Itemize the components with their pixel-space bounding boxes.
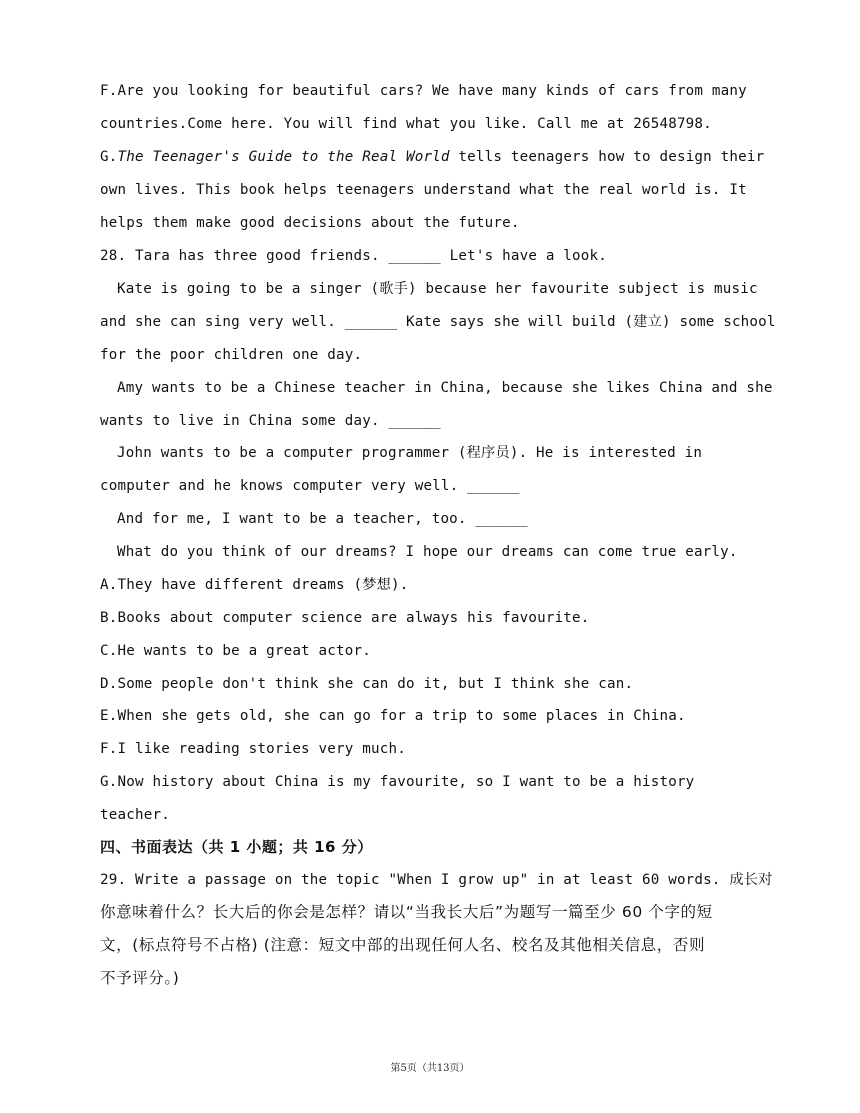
section-heading: 四、书面表达（共 1 小题；共 16 分） xyxy=(100,838,373,856)
paragraph-kate: Kate is going to be a singer (歌手) because her favourite subject is music xyxy=(117,281,758,297)
option-g: teacher. xyxy=(100,807,170,823)
option-c: C.He wants to be a great actor. xyxy=(100,643,371,659)
book-title: The Teenager's Guide to the Real World xyxy=(117,149,450,165)
question-29: 你意味着什么？长大后的你会是怎样？请以“当我长大后”为题写一篇至少 60 个字的短 xyxy=(100,903,713,921)
passage-f-line: countries.Come here. You will find what you like. Call me at 26548798. xyxy=(100,116,712,132)
passage-g-line xyxy=(100,147,764,167)
option-d: D.Some people don't think she can do it, but I think she can. xyxy=(100,676,634,692)
passage-f-line: F.Are you looking for beautiful cars? We have many kinds of cars from many xyxy=(100,83,747,99)
option-letter: G. xyxy=(100,149,118,165)
passage-g-line: own lives. This book helps teenagers understand what the real world is. It xyxy=(100,182,747,198)
paragraph-kate: and she can sing very well. ______ Kate says she will build (建立) some school xyxy=(100,314,776,330)
paragraph-john: John wants to be a computer programmer (程序员). He is interested in xyxy=(117,445,703,461)
option-g: G.Now history about China is my favourite, so I want to be a history xyxy=(100,774,695,790)
paragraph-amy: wants to live in China some day. ______ xyxy=(100,413,441,429)
paragraph-closing: What do you think of our dreams? I hope our dreams can come true early. xyxy=(117,544,738,560)
passage-text: tells teenagers how to design their xyxy=(449,149,765,165)
question-29: 29. Write a passage on the topic "When I grow up" in at least 60 words. 成长对 xyxy=(100,872,773,888)
option-f: F.I like reading stories very much. xyxy=(100,741,406,757)
paragraph-john: computer and he knows computer very well. ______ xyxy=(100,478,520,494)
option-a: A.They have different dreams (梦想). xyxy=(100,577,409,593)
page-number: 第5页（共13页） xyxy=(390,1063,470,1074)
paragraph-kate: for the poor children one day. xyxy=(100,347,363,363)
question-29: 文，(标点符号不占格) (注意：短文中部的出现任何人名、校名及其他相关信息，否则 xyxy=(100,936,706,954)
passage-g-line: helps them make good decisions about the future. xyxy=(100,215,520,231)
paragraph-amy: Amy wants to be a Chinese teacher in China, because she likes China and she xyxy=(117,380,773,396)
option-b: B.Books about computer science are always his favourite. xyxy=(100,610,590,626)
question-29: 不予评分。) xyxy=(100,969,180,987)
option-e: E.When she gets old, she can go for a trip to some places in China. xyxy=(100,708,686,724)
question-28-intro: 28. Tara has three good friends. ______ Let's have a look. xyxy=(100,248,608,264)
paragraph-me: And for me, I want to be a teacher, too. ______ xyxy=(117,511,528,527)
